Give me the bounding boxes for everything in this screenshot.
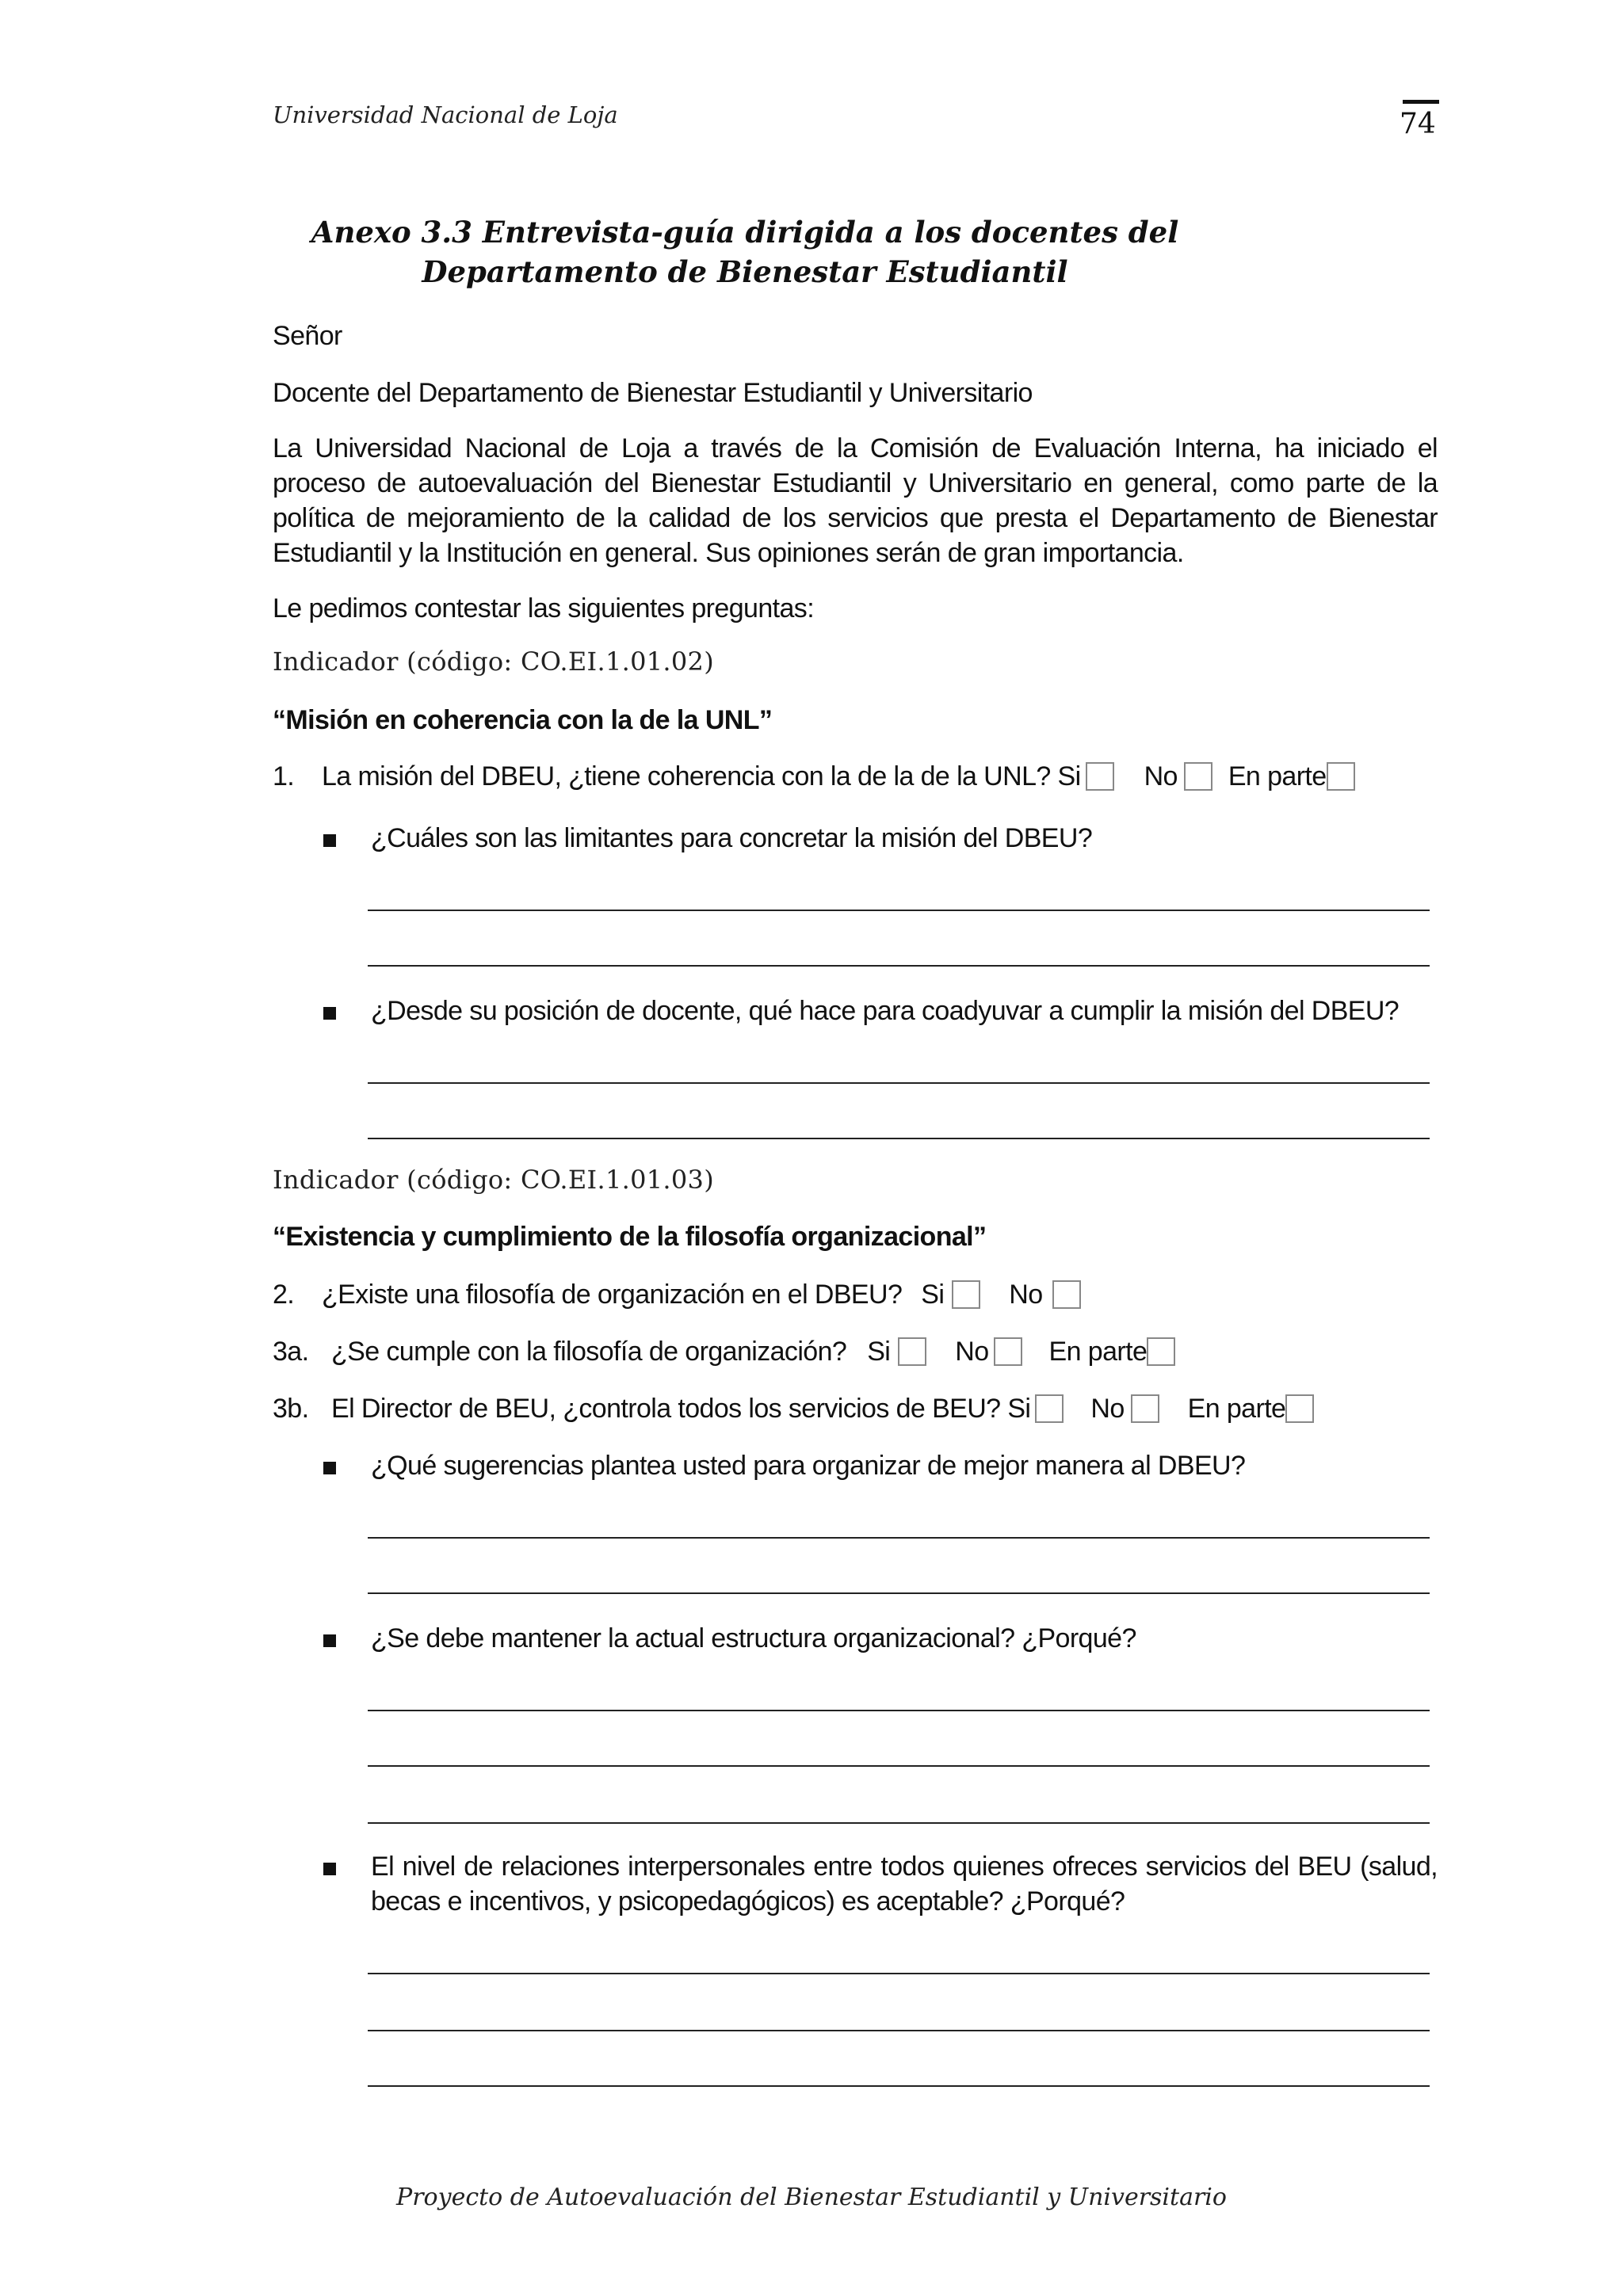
request-text: Le pedimos contestar las siguientes preguntas:	[273, 593, 815, 624]
option-partial-label: En parte	[1048, 1337, 1148, 1367]
bullet-question: ¿Qué sugerencias plantea usted para organizar de mejor manera al DBEU?	[371, 1451, 1246, 1481]
checkbox-si[interactable]	[1035, 1394, 1064, 1423]
question-text: ¿Existe una filosofía de organización en el DBEU?	[322, 1280, 903, 1310]
question-text: El Director de BEU, ¿controla todos los servicios de BEU? Si	[331, 1394, 1031, 1424]
indicator-code-1: Indicador (código: CO.EI.1.01.02)	[273, 646, 714, 677]
checkbox-si[interactable]	[898, 1337, 926, 1366]
option-no-label: No	[1009, 1280, 1043, 1310]
checkbox-no[interactable]	[994, 1337, 1022, 1366]
question-1	[273, 759, 1355, 794]
checkbox-si[interactable]	[1086, 762, 1114, 791]
answer-line[interactable]	[368, 1710, 1430, 1711]
answer-line[interactable]	[368, 1082, 1430, 1084]
running-footer: Proyecto de Autoevaluación del Bienestar Estudiantil y Universitario	[396, 2183, 1227, 2211]
question-text: ¿Se cumple con la filosofía de organización?	[331, 1337, 847, 1367]
bullet-marker	[323, 1462, 336, 1474]
running-header: Universidad Nacional de Loja	[273, 101, 618, 128]
bullet-marker	[323, 1634, 336, 1647]
checkbox-partial[interactable]	[1285, 1394, 1314, 1423]
indicator-code-2: Indicador (código: CO.EI.1.01.03)	[273, 1165, 714, 1195]
option-si-label: Si	[867, 1337, 891, 1367]
bullet-question: ¿Desde su posición de docente, qué hace para coadyuvar a cumplir la misión del DBEU?	[371, 996, 1400, 1026]
answer-line[interactable]	[368, 965, 1430, 967]
question-number: 3b.	[273, 1394, 309, 1424]
addressee: Docente del Departamento de Bienestar Estudiantil y Universitario	[273, 378, 1033, 408]
bullet-marker	[323, 834, 336, 847]
bullet-question: ¿Cuáles son las limitantes para concretar la misión del DBEU?	[371, 823, 1093, 853]
question-2	[273, 1277, 1081, 1312]
option-partial-label: En parte	[1187, 1394, 1286, 1424]
option-no-label: No	[955, 1337, 989, 1367]
answer-line[interactable]	[368, 1973, 1430, 1974]
bullet-question: ¿Se debe mantener la actual estructura organizacional? ¿Porqué?	[371, 1623, 1136, 1653]
answer-line[interactable]	[368, 1138, 1430, 1139]
question-3b	[273, 1391, 1314, 1426]
option-no-label: No	[1144, 761, 1178, 791]
intro-paragraph: La Universidad Nacional de Loja a través de la Comisión de Evaluación Interna, ha iniciado el proceso de autoevaluación del Bienestar Estudiantil y Universitario en general, como parte de la política de mejoramiento de la calidad de los servicios que presta el Departamento de Bienestar Estudiantil y la Institución en general. Sus opiniones serán de gran importancia.	[273, 433, 1438, 568]
section-heading-1: “Misión en coherencia con la de la UNL”	[273, 705, 773, 735]
annex-title: Anexo 3.3 Entrevista-guía dirigida a los docentes del Departamento de Bienestar Estudiantil	[311, 215, 1179, 289]
answer-line[interactable]	[368, 1765, 1430, 1767]
question-number: 3a.	[273, 1337, 309, 1367]
option-partial-label: En parte	[1228, 761, 1327, 791]
page-number-rule	[1403, 100, 1439, 104]
answer-line[interactable]	[368, 2085, 1430, 2087]
checkbox-no[interactable]	[1184, 762, 1212, 791]
checkbox-partial[interactable]	[1327, 762, 1355, 791]
question-number: 2.	[273, 1280, 295, 1310]
answer-line[interactable]	[368, 1822, 1430, 1824]
page-number: 74	[1400, 108, 1436, 140]
bullet-marker	[323, 1007, 336, 1020]
answer-line[interactable]	[368, 1592, 1430, 1594]
answer-line[interactable]	[368, 910, 1430, 911]
answer-line[interactable]	[368, 1537, 1430, 1539]
bullet-marker	[323, 1863, 336, 1875]
bullet-question: El nivel de relaciones interpersonales entre todos quienes ofreces servicios del BEU (salud, becas e incentivos, y psicopedagógicos) es aceptable? ¿Porqué?	[371, 1852, 1438, 1917]
option-si-label: Si	[921, 1280, 945, 1310]
question-3a	[273, 1334, 1175, 1369]
section-heading-2: “Existencia y cumplimiento de la filosofía organizacional”	[273, 1222, 987, 1252]
checkbox-no[interactable]	[1052, 1280, 1081, 1309]
checkbox-no[interactable]	[1131, 1394, 1159, 1423]
checkbox-partial[interactable]	[1147, 1337, 1175, 1366]
checkbox-si[interactable]	[952, 1280, 980, 1309]
question-text: La misión del DBEU, ¿tiene coherencia con la de la de la UNL? Si	[322, 761, 1081, 791]
salutation: Señor	[273, 321, 342, 351]
question-number: 1.	[273, 761, 295, 791]
answer-line[interactable]	[368, 2030, 1430, 2031]
option-no-label: No	[1090, 1394, 1125, 1424]
